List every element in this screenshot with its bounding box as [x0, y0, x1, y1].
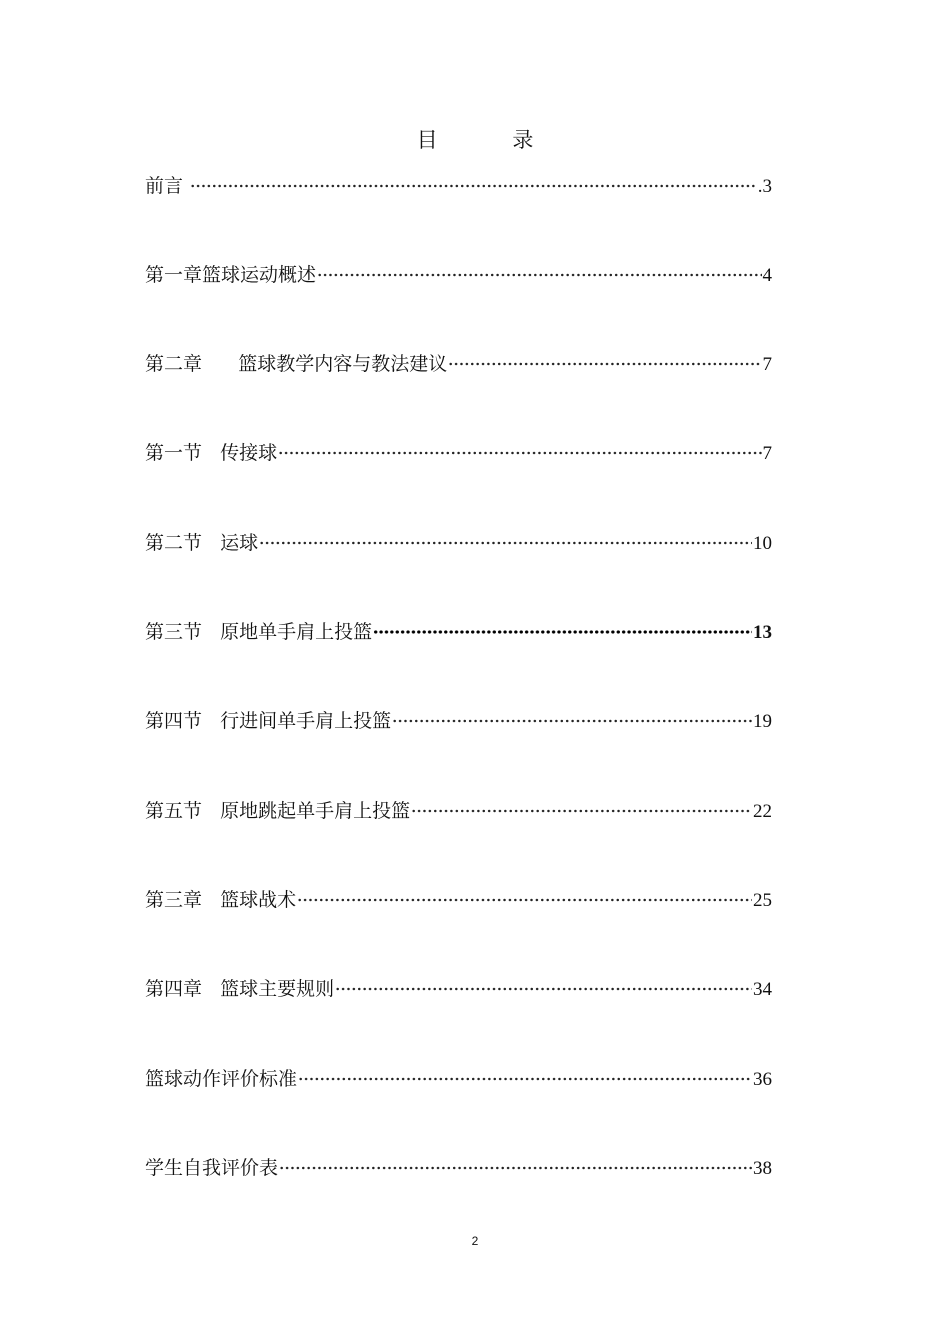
- toc-entry-page: 38: [753, 1158, 772, 1179]
- toc-entry-label: 第一章篮球运动概述: [145, 264, 317, 286]
- toc-entry-label: 第四章 篮球主要规则: [145, 978, 335, 1000]
- dot-leader: [297, 886, 752, 908]
- toc-entry-page: 25: [753, 890, 772, 911]
- dot-leader: [259, 529, 752, 551]
- toc-entry-page: 36: [753, 1069, 772, 1090]
- toc-entry[interactable]: [145, 1063, 772, 1093]
- toc-entry[interactable]: [145, 1152, 772, 1182]
- toc-entry[interactable]: [145, 170, 772, 200]
- toc-entry-label: 学生自我评价表: [145, 1157, 279, 1179]
- dot-leader: [392, 707, 752, 729]
- toc-entry-label: 第三节 原地单手肩上投篮: [145, 621, 373, 643]
- toc-entry[interactable]: [145, 348, 772, 378]
- toc-entry[interactable]: [145, 616, 772, 646]
- dot-leader: [448, 350, 761, 372]
- toc-entry-page: .3: [757, 176, 772, 197]
- toc-entry-label: 前言: [145, 175, 190, 197]
- toc-entry[interactable]: [145, 973, 772, 1003]
- toc-entry-page: 13: [753, 622, 772, 643]
- dot-leader: [373, 618, 752, 640]
- dot-leader: [278, 439, 761, 461]
- toc-entry-label: 第二章 篮球教学内容与教法建议: [145, 353, 448, 375]
- toc-entry-label: 第一节 传接球: [145, 442, 278, 464]
- toc-title: 目 录: [416, 128, 568, 152]
- toc-entry[interactable]: [145, 795, 772, 825]
- toc-entry[interactable]: [145, 527, 772, 557]
- toc-entry-label: 第三章 篮球战术: [145, 889, 297, 911]
- toc-entry-page: 7: [762, 443, 772, 464]
- dot-leader: [411, 797, 752, 819]
- toc-entry-label: 第二节 运球: [145, 532, 259, 554]
- toc-entry[interactable]: [145, 259, 772, 289]
- dot-leader: [298, 1065, 752, 1087]
- toc-entry-label: 篮球动作评价标准: [145, 1068, 298, 1090]
- toc-entry-page: 19: [753, 711, 772, 732]
- toc-entry[interactable]: [145, 437, 772, 467]
- toc-entry-label: 第五节 原地跳起单手肩上投篮: [145, 800, 411, 822]
- dot-leader: [279, 1154, 752, 1176]
- dot-leader: [335, 975, 752, 997]
- toc-entry-page: 4: [762, 265, 772, 286]
- toc-entry[interactable]: [145, 884, 772, 914]
- toc-entry-label: 第四节 行进间单手肩上投篮: [145, 710, 392, 732]
- page-number: 2: [471, 1234, 479, 1248]
- toc-entry-page: 22: [753, 801, 772, 822]
- dot-leader: [190, 172, 757, 194]
- toc-entry[interactable]: [145, 705, 772, 735]
- dot-leader: [317, 261, 761, 283]
- toc-entry-page: 10: [753, 533, 772, 554]
- toc-entry-page: 34: [753, 979, 772, 1000]
- toc-entry-page: 7: [762, 354, 772, 375]
